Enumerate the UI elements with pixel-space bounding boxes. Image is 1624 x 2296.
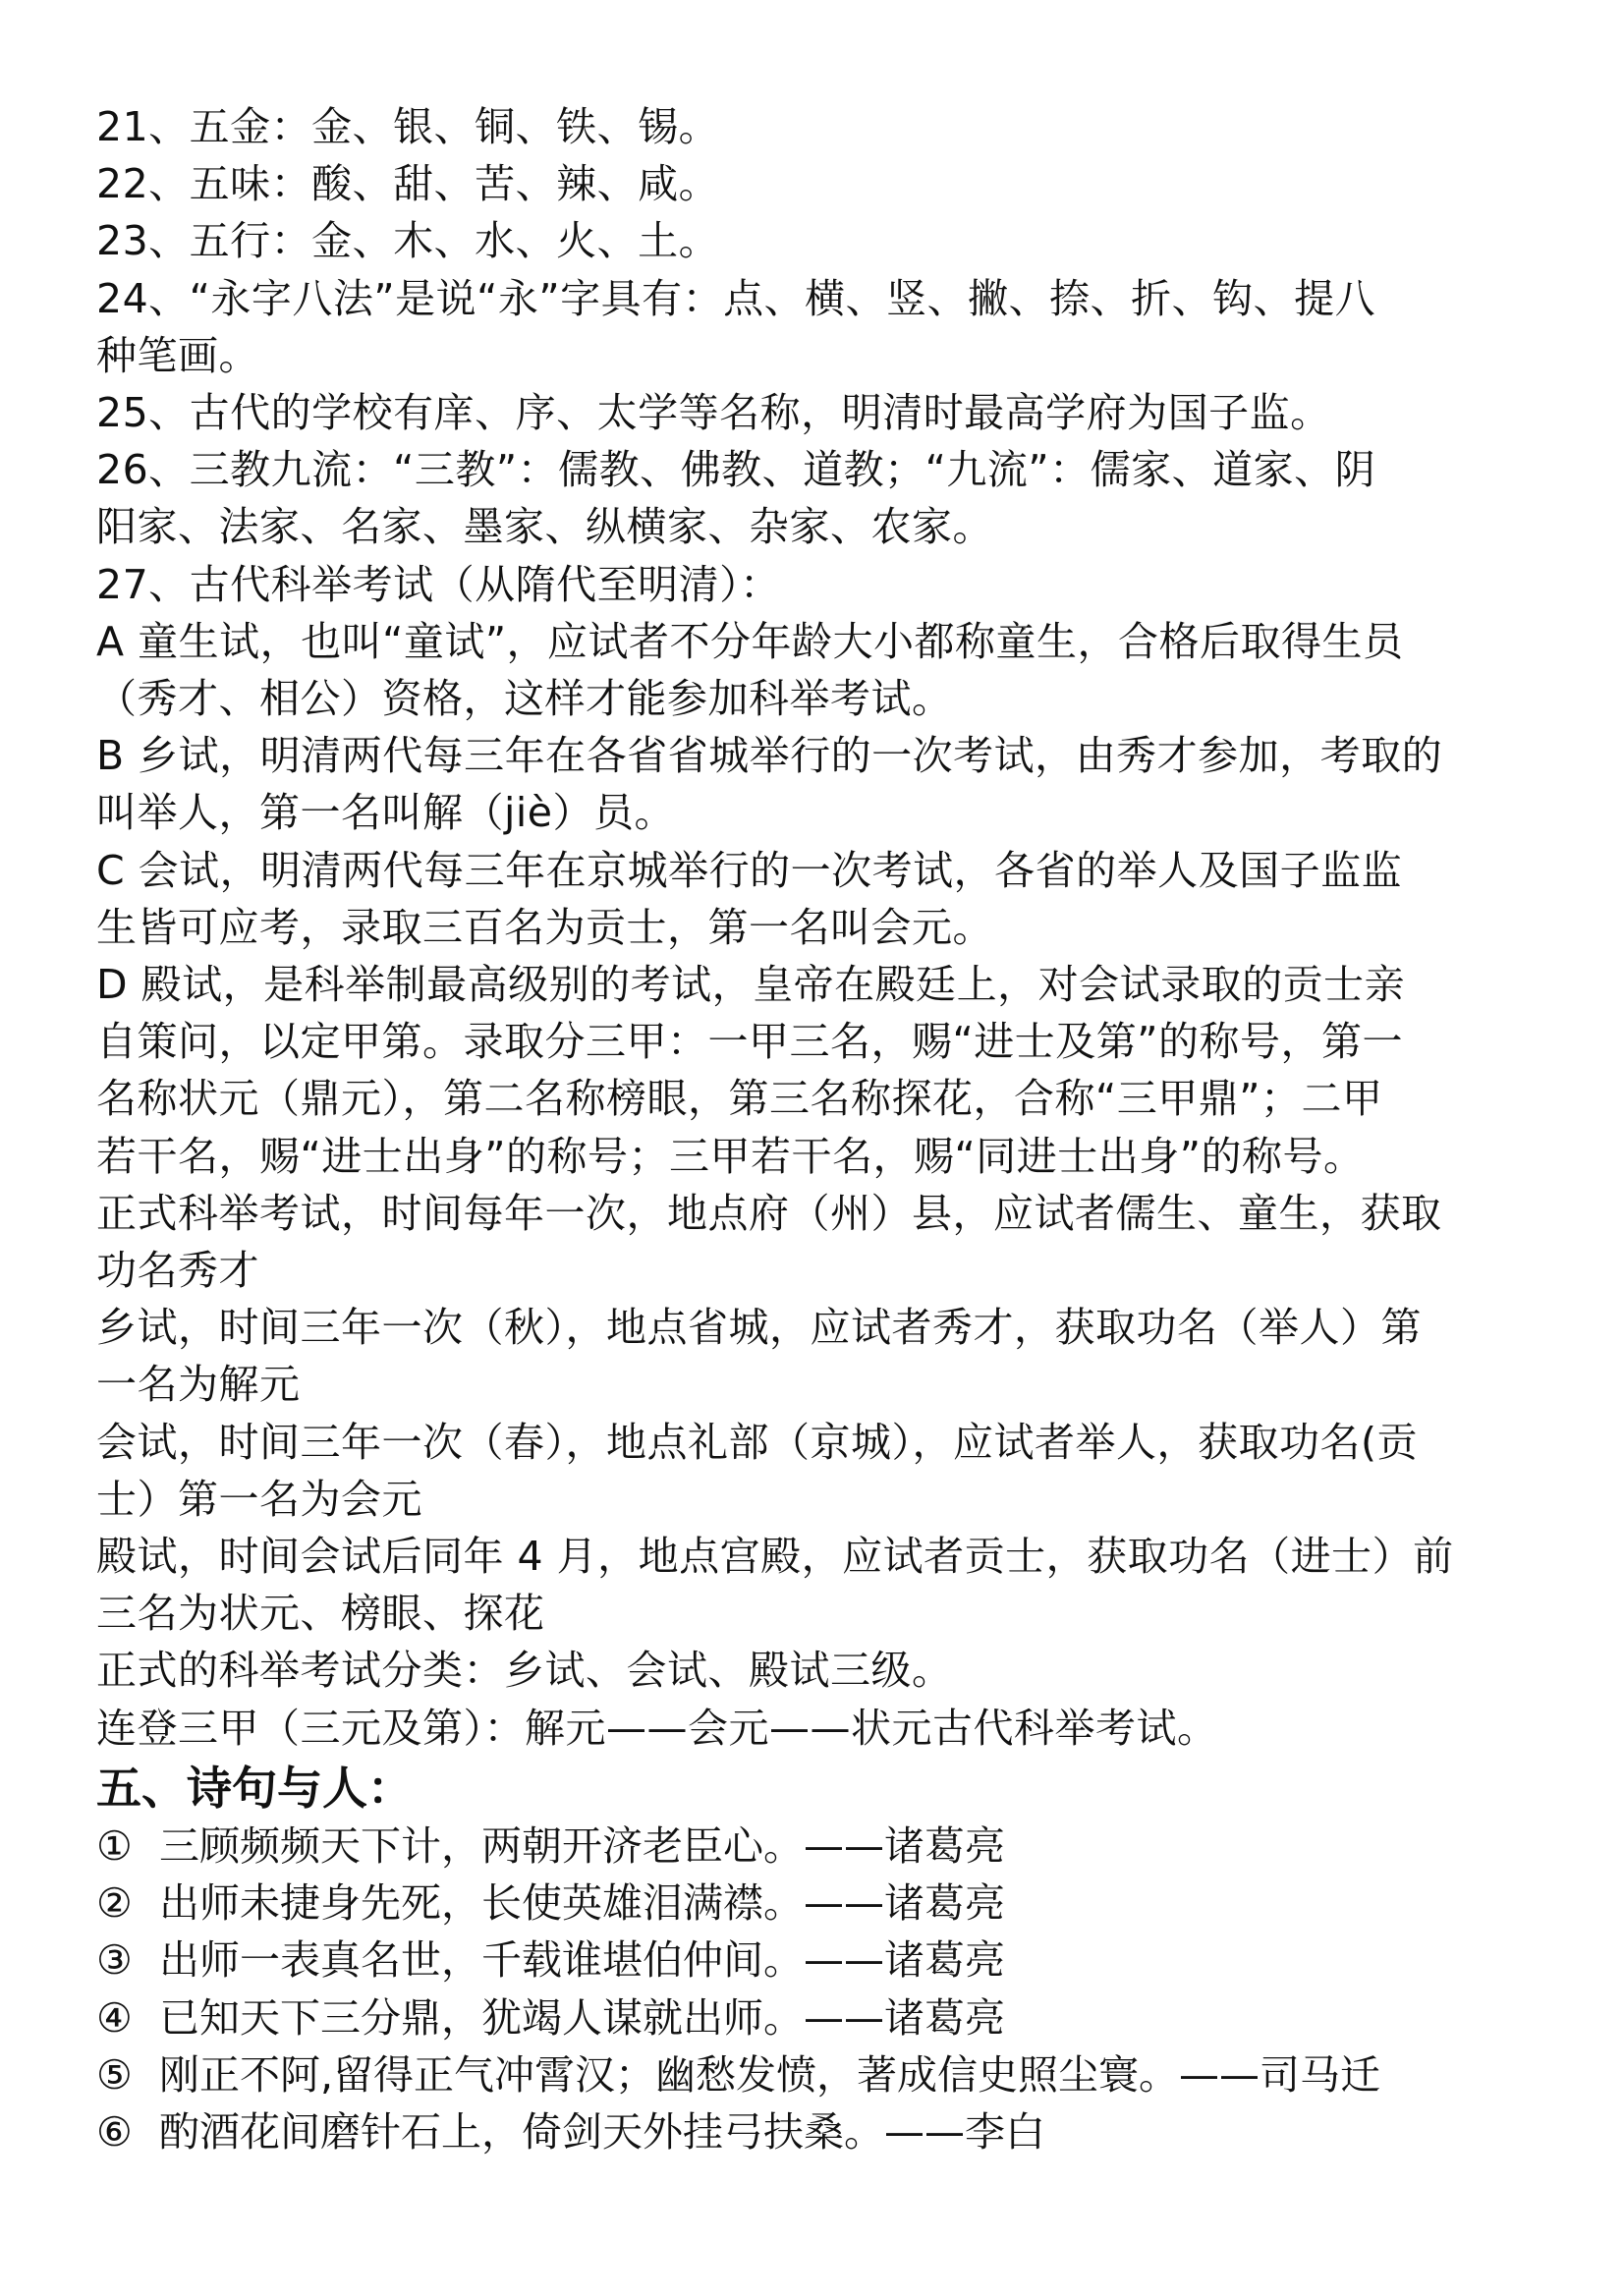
document-page — [96, 98, 1550, 2160]
poem-line — [96, 2046, 1550, 2103]
text-line: 正式科举考试，时间每年一次，地点府（州）县，应试者儒生、童生，获取 — [96, 1189, 1442, 1237]
text-line: （秀才、相公）资格，这样才能参加科举考试。 — [96, 675, 953, 723]
text-line: 若干名，赐“进士出身”的称号；三甲若干名，赐“同进士出身”的称号。 — [96, 1132, 1365, 1180]
poem-number: ① — [96, 1821, 133, 1870]
text-line: 一名为解元 — [96, 1361, 301, 1409]
poem-text: 酌酒花间磨针石上，倚剑天外挂弓扶桑。——李白 — [159, 2107, 1045, 2156]
text-line: 种笔画。 — [96, 331, 259, 379]
text-line: 连登三甲（三元及第）：解元——会元——状元古代科举考试。 — [96, 1704, 1218, 1752]
poem-line — [96, 1932, 1550, 1988]
poem-number: ⑥ — [96, 2107, 133, 2156]
section-heading: 五、诗句与人： — [96, 1761, 413, 1815]
text-line: 正式的科举考试分类：乡试、会试、殿试三级。 — [96, 1647, 953, 1695]
poem-number: ③ — [96, 1936, 133, 1985]
text-line: 阳家、法家、名家、墨家、纵横家、杂家、农家。 — [96, 503, 993, 551]
text-line: 24、“永字八法”是说“永”字具有：点、横、竖、撇、捺、折、钩、提八 — [96, 274, 1376, 322]
text-line: 殿试，时间会试后同年 4 月，地点宫殿，应试者贡士，获取功名（进士）前 — [96, 1533, 1454, 1581]
poem-text: 已知天下三分鼎，犹竭人谋就出师。——诸葛亮 — [159, 1993, 1005, 2042]
text-line: 会试，时间三年一次（春），地点礼部（京城），应试者举人，获取功名(贡 — [96, 1418, 1418, 1466]
text-line: 25、古代的学校有庠、序、太学等名称，明清时最高学府为国子监。 — [96, 389, 1331, 437]
text-line: 乡试，时间三年一次（秋），地点省城，应试者秀才，获取功名（举人）第 — [96, 1304, 1422, 1352]
text-line: 三名为状元、榜眼、探花 — [96, 1590, 545, 1638]
poem-line — [96, 1989, 1550, 2046]
poem-line — [96, 1818, 1550, 1875]
text-line: 叫举人，第一名叫解（jiè）员。 — [96, 789, 676, 837]
poem-text: 出师一表真名世，千载谁堪伯仲间。——诸葛亮 — [159, 1936, 1005, 1985]
poem-text: 出师未捷身先死，长使英雄泪满襟。——诸葛亮 — [159, 1879, 1005, 1928]
poem-text: 三顾频频天下计，两朝开济老臣心。——诸葛亮 — [159, 1821, 1005, 1870]
poem-number: ④ — [96, 1993, 133, 2042]
poem-line — [96, 1875, 1550, 1932]
text-line: 生皆可应考，录取三百名为贡士，第一名叫会元。 — [96, 903, 993, 951]
poem-number: ⑤ — [96, 2050, 133, 2099]
poem-number: ② — [96, 1879, 133, 1928]
text-line: 23、五行：金、木、水、火、土。 — [96, 217, 720, 265]
poem-line — [96, 2103, 1550, 2160]
text-line: C 会试，明清两代每三年在京城举行的一次考试，各省的举人及国子监监 — [96, 846, 1403, 894]
text-line: 21、五金：金、银、铜、铁、锡。 — [96, 103, 720, 150]
text-line: 27、古代科举考试（从隋代至明清）： — [96, 560, 781, 608]
text-line: B 乡试，明清两代每三年在各省省城举行的一次考试，由秀才参加，考取的 — [96, 732, 1443, 780]
text-line: 士）第一名为会元 — [96, 1475, 422, 1523]
text-line: A 童生试，也叫“童试”，应试者不分年龄大小都称童生，合格后取得生员 — [96, 617, 1404, 665]
text-line: 名称状元（鼎元），第二名称榜眼，第三名称探花，合称“三甲鼎”；二甲 — [96, 1075, 1383, 1123]
text-line: D 殿试，是科举制最高级别的考试，皇帝在殿廷上，对会试录取的贡士亲 — [96, 961, 1406, 1009]
text-line: 26、三教九流：“三教”：儒教、佛教、道教；“九流”：儒家、道家、阴 — [96, 446, 1376, 494]
text-line: 功名秀才 — [96, 1247, 259, 1295]
text-line: 22、五味：酸、甜、苦、辣、咸。 — [96, 160, 720, 208]
poem-text: 刚正不阿,留得正气冲霄汉；幽愁发愤，著成信史照尘寰。——司马迁 — [159, 2050, 1381, 2099]
text-line: 自策问，以定甲第。录取分三甲：一甲三名，赐“进士及第”的称号，第一 — [96, 1018, 1403, 1066]
